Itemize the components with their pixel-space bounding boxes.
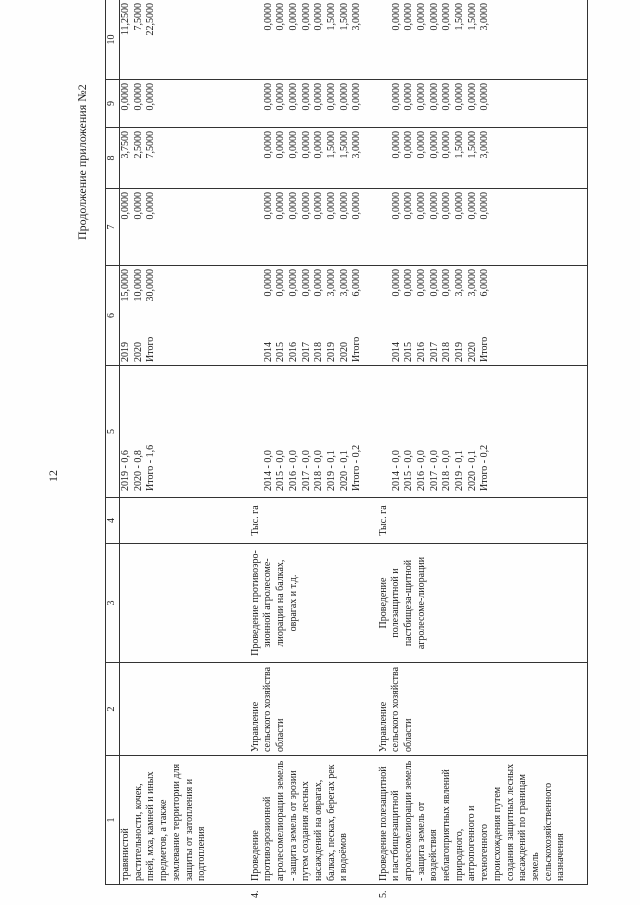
header-cell: 2 <box>106 663 120 756</box>
page-subtitle: Продолжение приложения №2 <box>75 84 89 240</box>
unit-cell: Тыс. га <box>250 498 378 544</box>
header-cell: 3 <box>106 544 120 663</box>
description-cell <box>377 756 588 898</box>
header-cell: 4 <box>106 498 120 544</box>
header-cell: 9 <box>106 80 120 128</box>
header-cell: 10 <box>106 0 120 80</box>
measure-cell <box>120 544 250 663</box>
table-row <box>120 0 250 885</box>
year-cell: 2014 2015 2016 2017 2018 2019 2020 Итого <box>378 334 588 366</box>
amount-cell: 0,0000 0,0000 0,0000 0,0000 0,0000 0,0000 0,0000 0,0000 <box>250 189 378 266</box>
responsible-cell <box>120 663 250 756</box>
table-row <box>378 0 588 885</box>
amount-cell: 0,0000 0,0000 0,0000 0,0000 0,0000 1,5000 1,5000 3,0000 <box>250 0 378 80</box>
indicator-cell: 2014 - 0,0 2015 - 0,0 2016 - 0,0 2017 - 0,0 2018 - 0,0 2019 - 0,1 2020 - 0,1 Итого - 0,2 <box>378 366 588 498</box>
table-row <box>250 0 378 885</box>
description-text: Проведение противоэрозионной агролесомелиорации земель - защита земель от эрозии путем создания лесных насаждений на оврагах, балках, песках, берегах рек и водоёмов <box>249 760 350 881</box>
header-cell: 5 <box>106 366 120 498</box>
year-cell: 2014 2015 2016 2017 2018 2019 2020 Итого <box>250 334 378 366</box>
total-cell: 0,0000 0,0000 0,0000 0,0000 0,0000 3,0000 3,0000 6,0000 <box>250 266 378 334</box>
unit-cell: Тыс. га <box>378 498 588 544</box>
total-cell: 0,0000 0,0000 0,0000 0,0000 0,0000 3,0000 3,0000 6,0000 <box>378 266 588 334</box>
description-cell <box>120 756 250 885</box>
header-cell: 7 <box>106 189 120 266</box>
row-number: 4. <box>249 890 261 898</box>
description-cell <box>249 756 378 898</box>
header-row <box>106 0 120 885</box>
amount-cell: 0,0000 0,0000 0,0000 0,0000 0,0000 1,5000 1,5000 3,0000 <box>250 128 378 189</box>
header-cell: 1 <box>106 756 120 885</box>
amount-cell: 0,0000 0,0000 0,0000 0,0000 0,0000 1,5000 1,5000 3,0000 <box>378 0 588 80</box>
description-text: Проведение полезащитной и пастбищезащитной агролесомелиорации земель - защита земель от воздействия неблагоприятных явлений природного, антропогенного и техногенного происхождения путем создания защитных лесных насаждений по границам земель сельскохозяйственного назначения <box>377 760 567 881</box>
amount-cell: 0,0000 0,0000 0,0000 <box>120 189 250 266</box>
responsible-cell: Управление сельского хозяйства области <box>378 663 588 756</box>
responsible-cell: Управление сельского хозяйства области <box>250 663 378 756</box>
amount-cell: 0,0000 0,0000 0,0000 0,0000 0,0000 1,5000 1,5000 3,0000 <box>378 128 588 189</box>
program-table <box>105 0 588 898</box>
amount-cell: 11,2500 7,5000 22,5000 <box>120 0 250 80</box>
amount-cell: 3,7500 2,5000 7,5000 <box>120 128 250 189</box>
amount-cell: 0,0000 0,0000 0,0000 <box>120 80 250 128</box>
header-cell: 8 <box>106 128 120 189</box>
measure-cell: Проведение противоэро-зионной агролесоме-лиорации на балках, оврагах и т.д. <box>250 544 378 663</box>
indicator-cell: 2014 - 0,0 2015 - 0,0 2016 - 0,0 2017 - 0,0 2018 - 0,0 2019 - 0,1 2020 - 0,1 Итого - 0,2 <box>250 366 378 498</box>
amount-cell: 0,0000 0,0000 0,0000 0,0000 0,0000 0,0000 0,0000 0,0000 <box>250 80 378 128</box>
header-cell: 6 <box>106 266 120 366</box>
measure-cell: Проведение полезащитной и пастбищеза-щитной агролесоме-лиорации <box>378 544 588 663</box>
amount-cell: 0,0000 0,0000 0,0000 0,0000 0,0000 0,0000 0,0000 0,0000 <box>378 80 588 128</box>
amount-cell: 0,0000 0,0000 0,0000 0,0000 0,0000 0,0000 0,0000 0,0000 <box>378 189 588 266</box>
year-cell: 2019 2020 Итого <box>120 334 250 366</box>
description-text: травянистой растительности, кочек, пней, мха, камней и иных предметов, а также землевание территории для защиты от затопления и подтопления <box>120 763 208 881</box>
unit-cell <box>120 498 250 544</box>
page-number: 12 <box>46 470 60 482</box>
total-cell: 15,0000 10,0000 30,0000 <box>120 266 250 334</box>
indicator-cell: 2019 - 0,6 2020 - 0,8 Итого - 1,6 <box>120 366 250 498</box>
row-number: 5. <box>377 890 389 898</box>
